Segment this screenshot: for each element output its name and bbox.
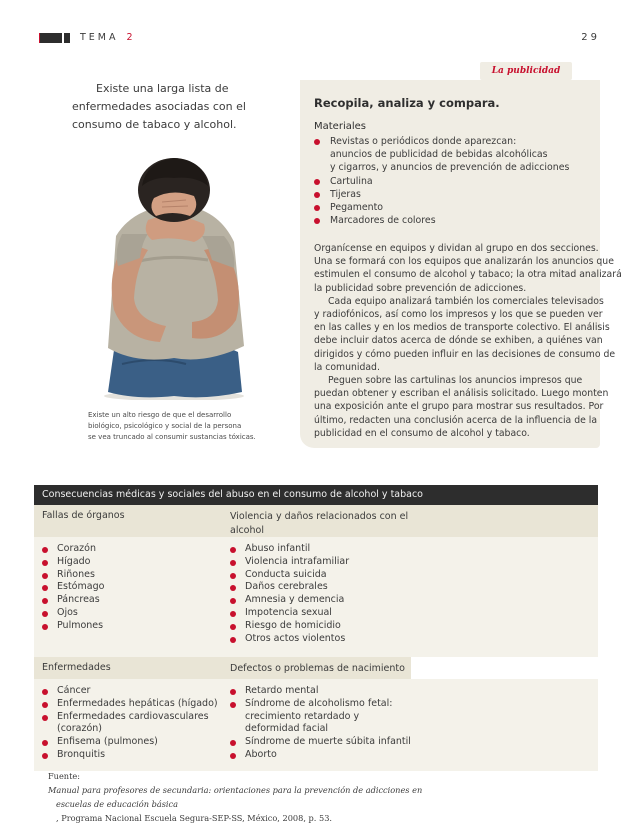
header-bar-small (64, 33, 70, 43)
diseases-list (42, 685, 218, 762)
bullet-icon (230, 689, 236, 695)
activity-instructions: Organícense en equipos y dividan al grupo en dos secciones. Una se formará con los equipos que analizarán los anuncios que estimulen el consumo de alcohol y tabaco; la otra mitad analizará la publicidad sobre prevención de adicciones. Cada equipo analizará también los comerciales televisados y radiofónicos, así como los impresos y los que se pueden ver en las calles y en los medios de transporte colectivo. El análisis debe incluir datos acerca de dónde se exhiben, a quiénes van dirigidos y cómo pueden influir en las decisiones de consumo de la comunidad. Peguen sobre las cartulinas los anuncios impresos que puedan obtener y escriban el análisis solicitado. Luego monten una exposición ante el grupo para mostrar sus resultados. Por último, redacten una conclusión acerca de la influencia de la publicidad en el consumo de alcohol y tabaco. (314, 243, 622, 439)
photo-caption: Existe un alto riesgo de que el desarrollo biológico, psicológico y social de la persona se vea truncado al consumir sustancias tóxicas. (88, 411, 256, 441)
list-item: Tijeras (314, 188, 594, 201)
list-item: Páncreas (42, 594, 104, 607)
bullet-icon (230, 637, 236, 643)
bullet-icon (314, 179, 320, 185)
list-item: Cáncer (42, 685, 218, 698)
list-item: Cartulina (314, 175, 594, 188)
list-item: Hígado (42, 556, 104, 569)
list-item: Abuso infantil (230, 543, 349, 556)
list-item: Retardo mental (230, 685, 411, 698)
materials-label: Materiales (314, 121, 366, 132)
bullet-icon (314, 139, 320, 145)
list-item: Bronquitis (42, 749, 218, 762)
list-item: Violencia intrafamiliar (230, 556, 349, 569)
organ-failures-list (42, 543, 104, 633)
column-header: Violencia y daños relacionados con el alcohol (230, 511, 409, 536)
table-header-row (34, 657, 411, 679)
table-title: Consecuencias médicas y sociales del abuso en el consumo de alcohol y tabaco (34, 485, 598, 505)
list-item: Ojos (42, 607, 104, 620)
list-item: Síndrome de muerte súbita infantil (230, 736, 411, 749)
list-item: Revistas o periódicos donde aparezcan: anuncios de publicidad de bebidas alcohólicas y cigarros, y anuncios de prevención de adicciones (314, 135, 594, 175)
bullet-icon (42, 753, 48, 759)
bullet-icon (42, 740, 48, 746)
list-item: Riñones (42, 569, 104, 582)
list-item: Corazón (42, 543, 104, 556)
bullet-icon (230, 560, 236, 566)
column-header: Fallas de órganos (42, 510, 125, 521)
bullet-icon (230, 598, 236, 604)
header-bar (40, 33, 62, 43)
bullet-icon (230, 753, 236, 759)
bullet-icon (42, 560, 48, 566)
column-header: Defectos o problemas de nacimiento (230, 663, 405, 674)
list-item: Pegamento (314, 201, 594, 214)
list-item: Pulmones (42, 620, 104, 633)
bullet-icon (42, 573, 48, 579)
bullet-icon (42, 624, 48, 630)
column-header: Enfermedades (42, 662, 111, 673)
bullet-icon (230, 573, 236, 579)
bullet-icon (314, 192, 320, 198)
bullet-icon (314, 205, 320, 211)
bullet-icon (42, 715, 48, 721)
consequences-table (34, 485, 598, 771)
page-number: 29 (581, 32, 600, 43)
table-row (34, 537, 598, 657)
list-item: Impotencia sexual (230, 607, 349, 620)
list-item: Síndrome de alcoholismo fetal: crecimiento retardado y deformidad facial (230, 698, 411, 736)
bullet-icon (230, 624, 236, 630)
bullet-icon (42, 585, 48, 591)
bullet-icon (230, 740, 236, 746)
bullet-icon (230, 547, 236, 553)
intro-text: Existe una larga lista de enfermedades asociadas con el consumo de tabaco y alcohol. (72, 82, 246, 131)
list-item: Enfermedades hepáticas (hígado) (42, 698, 218, 711)
list-item: Amnesia y demencia (230, 594, 349, 607)
list-item: Aborto (230, 749, 411, 762)
bullet-icon (230, 611, 236, 617)
bullet-icon (314, 218, 320, 224)
source-citation: Fuente: Manual para profesores de secundaria: orientaciones para la prevención de adicciones en escuelas de educación básica , Programa Nacional Escuela Segura-SEP-SS, México, 2008, p. 53. (48, 771, 423, 823)
bullet-icon (42, 611, 48, 617)
list-item: Estómago (42, 581, 104, 594)
list-item: Daños cerebrales (230, 581, 349, 594)
table-row (34, 679, 598, 771)
list-item: Conducta suicida (230, 569, 349, 582)
list-item: Otros actos violentos (230, 633, 349, 646)
bullet-icon (230, 702, 236, 708)
table-header-row (34, 505, 598, 537)
activity-tag: La publicidad (480, 62, 572, 80)
activity-title: Recopila, analiza y compara. (314, 96, 500, 110)
bullet-icon (42, 547, 48, 553)
section-number: 2 (126, 32, 133, 43)
list-item: Riesgo de homicidio (230, 620, 349, 633)
list-item: Marcadores de colores (314, 214, 594, 227)
bullet-icon (230, 585, 236, 591)
bullet-icon (42, 689, 48, 695)
birth-defects-list (230, 685, 411, 762)
list-item: Enfisema (pulmones) (42, 736, 218, 749)
bullet-icon (42, 598, 48, 604)
bullet-icon (42, 702, 48, 708)
section-label: TEMA 2 (80, 32, 133, 43)
photo-distressed-person (96, 150, 252, 400)
materials-list (314, 135, 594, 227)
violence-list (230, 543, 349, 645)
list-item: Enfermedades cardiovasculares (corazón) (42, 711, 218, 737)
